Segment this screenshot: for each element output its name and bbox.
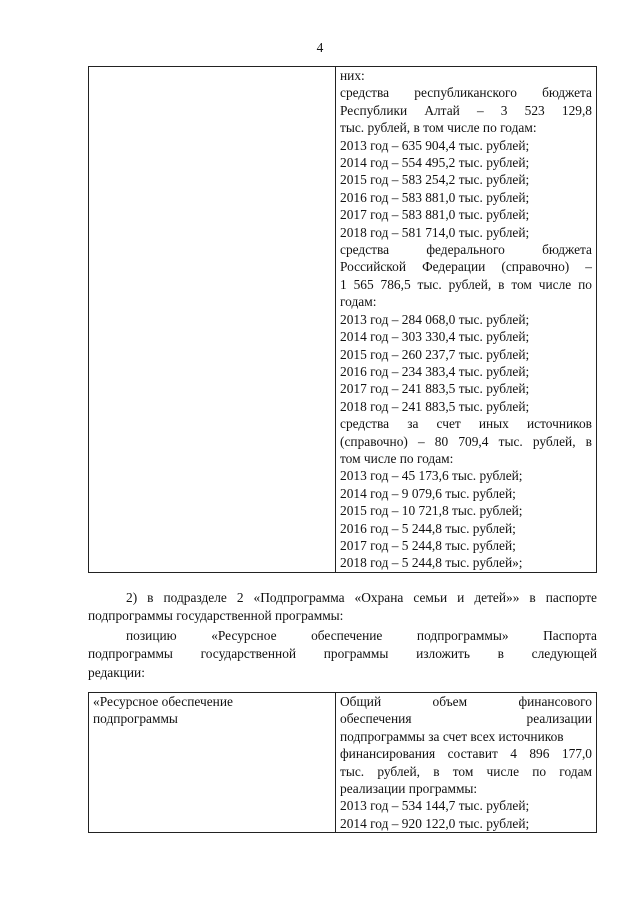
- text-line: 2014 год – 9 079,6 тыс. рублей;: [340, 485, 516, 501]
- text-line: 2015 год – 583 254,2 тыс. рублей;: [340, 172, 530, 188]
- text-line: Общий объем финансового: [340, 694, 592, 709]
- text-line: 2014 год – 920 122,0 тыс. рублей;: [340, 815, 530, 831]
- text-line: тыс. рублей, в том числе по годам:: [340, 120, 537, 136]
- table-row: [89, 693, 597, 833]
- text-line: 2018 год – 5 244,8 тыс. рублей»;: [340, 555, 523, 571]
- text-line: 2017 год – 583 881,0 тыс. рублей;: [340, 207, 530, 223]
- text-line: том числе по годам:: [340, 450, 454, 466]
- text-line: 2013 год – 45 173,6 тыс. рублей;: [340, 468, 523, 484]
- text-line: Республики Алтай – 3 523 129,8: [340, 102, 592, 118]
- text-line: 2014 год – 303 330,4 тыс. рублей;: [340, 329, 530, 345]
- table-cell-funding-text: [336, 67, 597, 573]
- paragraph-line: 2) в подразделе 2 «Подпрограмма «Охрана семьи и детей»» в паспорте: [126, 590, 597, 605]
- text-line: 2016 год – 583 881,0 тыс. рублей;: [340, 189, 530, 205]
- text-line: 2017 год – 5 244,8 тыс. рублей;: [340, 537, 516, 553]
- table-row: [89, 67, 597, 573]
- text-line: 2013 год – 284 068,0 тыс. рублей;: [340, 311, 530, 327]
- text-line: 2017 год – 241 883,5 тыс. рублей;: [340, 381, 530, 397]
- text-line: реализации программы:: [340, 781, 478, 797]
- resource-provision-table: [88, 692, 597, 833]
- funding-table-continued: [88, 66, 597, 573]
- text-line: 2018 год – 581 714,0 тыс. рублей;: [340, 224, 530, 240]
- text-line: (справочно) – 80 709,4 тыс. рублей, в: [340, 433, 592, 449]
- text-line: средства за счет иных источников: [340, 416, 592, 432]
- text-line: 2015 год – 260 237,7 тыс. рублей;: [340, 346, 530, 362]
- text-line: 2014 год – 554 495,2 тыс. рублей;: [340, 155, 530, 171]
- text-line: средства федерального бюджета: [340, 242, 592, 258]
- instruction-paragraph: [88, 627, 597, 682]
- text-line: 2018 год – 241 883,5 тыс. рублей;: [340, 398, 530, 414]
- amendment-paragraph-2: [88, 589, 597, 626]
- table-cell-empty: [89, 67, 336, 573]
- text-line: них:: [340, 68, 365, 83]
- text-line: 2015 год – 10 721,8 тыс. рублей;: [340, 503, 523, 519]
- paragraph-line: подпрограммы государственной программы изложить в следующей: [88, 646, 597, 662]
- page-number: 4: [316, 40, 324, 55]
- text-line: средства республиканского бюджета: [340, 85, 592, 101]
- paragraph-line: позицию «Ресурсное обеспечение подпрограммы» Паспорта: [126, 628, 597, 643]
- text-line: тыс. рублей, в том числе по годам: [340, 763, 592, 779]
- text-line: 2013 год – 635 904,4 тыс. рублей;: [340, 137, 530, 153]
- text-line: Российской Федерации (справочно) –: [340, 259, 592, 275]
- text-line: 2016 год – 234 383,4 тыс. рублей;: [340, 363, 530, 379]
- paragraph-line: редакции:: [88, 664, 145, 680]
- text-line: подпрограммы: [93, 711, 178, 727]
- text-line: годам:: [340, 294, 377, 310]
- text-line: обеспечения реализации: [340, 711, 592, 727]
- text-line: финансирования составит 4 896 177,0: [340, 746, 592, 762]
- text-line: подпрограммы за счет всех источников: [340, 728, 564, 744]
- text-line: 2016 год – 5 244,8 тыс. рублей;: [340, 520, 516, 536]
- text-line: 1 565 786,5 тыс. рублей, в том числе по: [340, 276, 592, 292]
- paragraph-line: подпрограммы государственной программы:: [88, 608, 344, 624]
- table-cell-label: [89, 693, 336, 833]
- text-line: «Ресурсное обеспечение: [93, 694, 233, 709]
- text-line: 2013 год – 534 144,7 тыс. рублей;: [340, 798, 530, 814]
- table-cell-funding-text: [336, 693, 597, 833]
